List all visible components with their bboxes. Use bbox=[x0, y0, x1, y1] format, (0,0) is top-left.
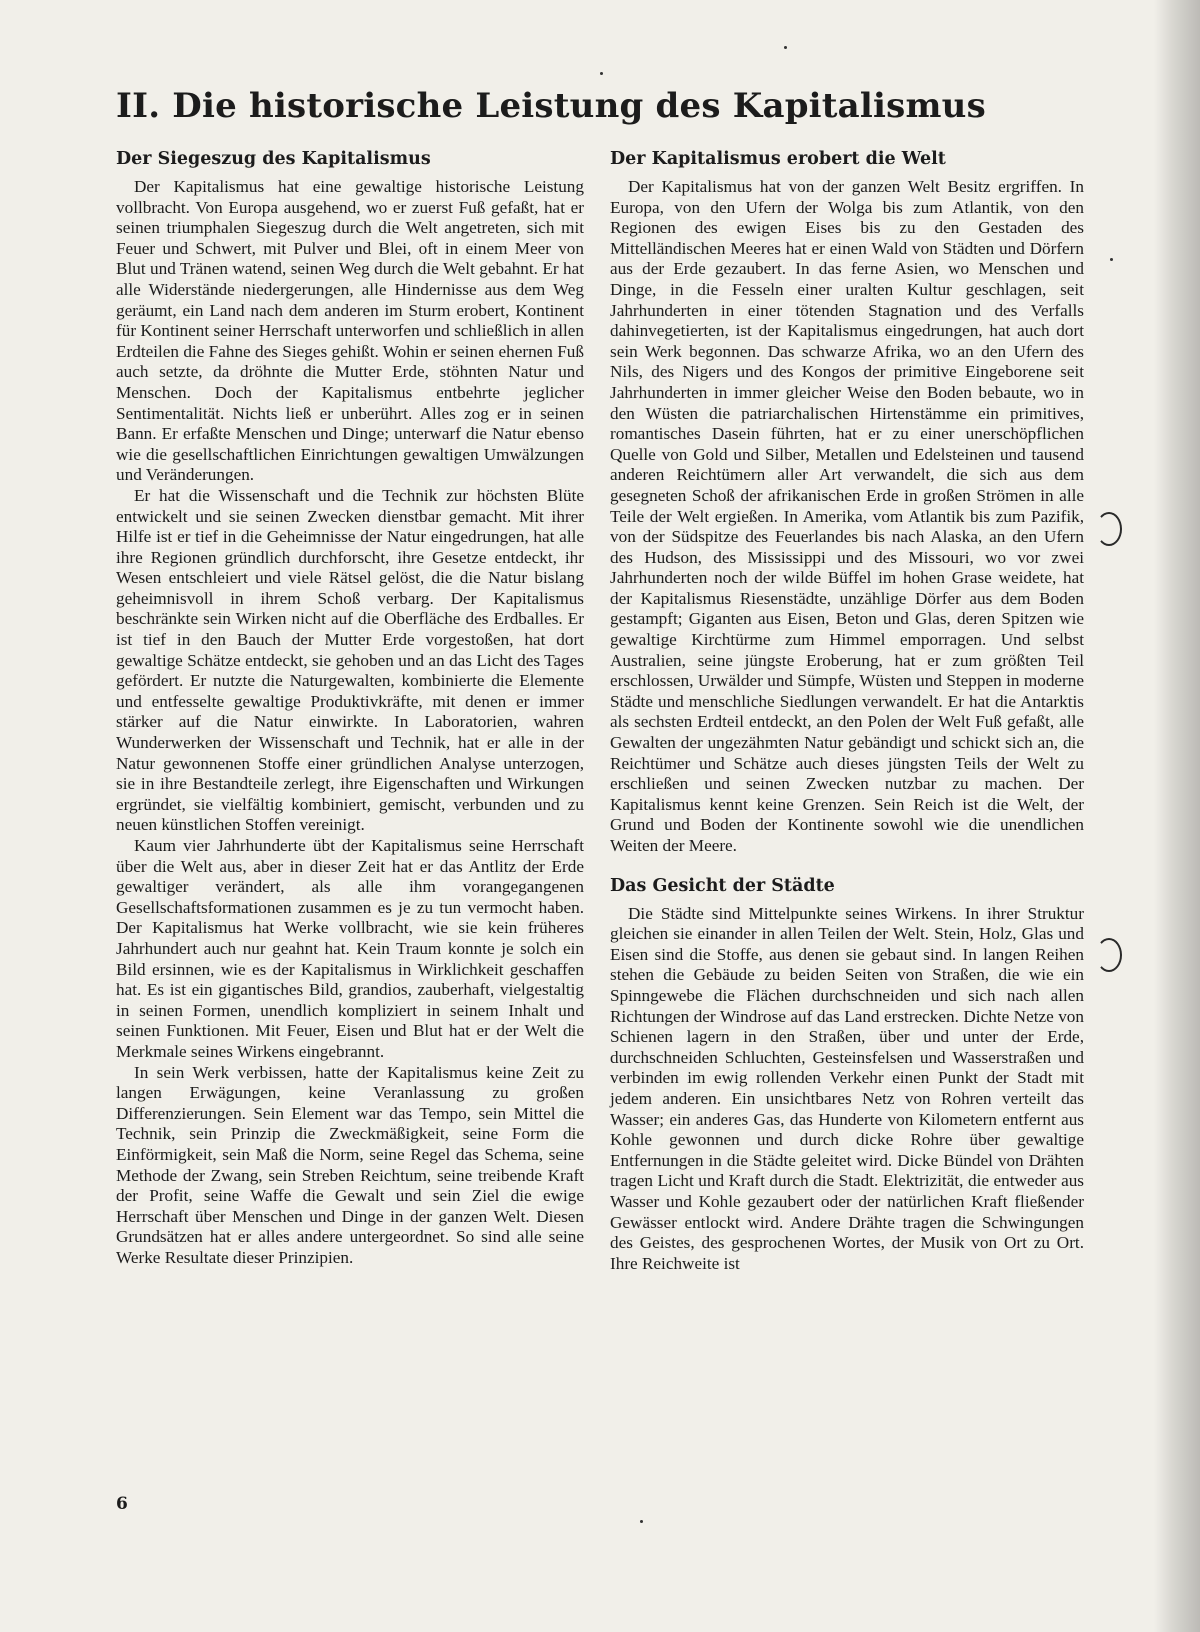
right-column bbox=[610, 148, 1084, 1274]
binder-hole-mark-icon bbox=[1096, 512, 1122, 546]
scan-speck-icon bbox=[640, 1520, 643, 1523]
paragraph: Er hat die Wissenschaft und die Technik zur höchsten Blüte entwickelt und sie seinen Zwecken dienstbar gemacht. Mit ihrer Hilfe ist er tief in die Geheimnisse der Natur eingedrungen, hat alle ihre Regionen gründlich durchforscht, ihre Gesetze entdeckt, ihr Wesen entschleiert und viele Rätsel gelöst, die die Natur bislang geheimnisvoll in ihrem Schoß verbarg. Der Kapitalismus beschränkte sein Wirken nicht auf die Oberfläche des Erdballes. Er ist tief in den Bauch der Mutter Erde vorgestoßen, hat dort gewaltige Schätze entdeckt, sie gehoben und an das Licht des Tages gefördert. Er nutzte die Naturgewalten, kombinierte die Elemente und entfesselte gewaltige Produktivkräfte, mit denen er immer stärker auf die Natur einwirkte. In Laboratorien, wahren Wunderwerken der Wissenschaft und Technik, hat er alle in der Natur gewonnenen Stoffe einer gründlichen Analyse unterzogen, sie in ihre Bestandteile zerlegt, ihre Eigenschaften und Wirkungen ergründet, sie vielfältig kombiniert, gemischt, verbunden und zu neuen künstlichen Stoffen vereinigt. bbox=[116, 485, 584, 835]
scan-speck-icon bbox=[1110, 258, 1113, 261]
paragraph: In sein Werk verbissen, hatte der Kapitalismus keine Zeit zu langen Erwägungen, keine Veranlassung zu großen Differenzierungen. Sein Element war das Tempo, sein Mittel die Technik, sein Prinzip die Zweckmäßigkeit, seine Form die Einförmigkeit, sein Maß die Norm, seine Regel das Schema, seine Methode der Zwang, sein Streben Reichtum, seine treibende Kraft der Profit, seine Waffe die Gewalt und sein Ziel die ewige Herrschaft über Menschen und Dinge in der ganzen Welt. Diesen Grundsätzen hat er alles andere untergeordnet. So sind alle seine Werke Resultate dieser Prinzipien. bbox=[116, 1062, 584, 1267]
paragraph: Der Kapitalismus hat von der ganzen Welt Besitz ergriffen. In Europa, von den Ufern der Wolga bis zum Atlantik, von den Regionen des ewigen Eises bis zu den Gestaden des Mittelländischen Meeres hat er einen Wald von Städten und Dörfern aus der Erde gezaubert. In das ferne Asien, wo Menschen und Dinge, in die Fesseln einer uralten Kultur geschlagen, seit Jahrhunderten in einer tötenden Stagnation und des Verfalls dahinvegetierten, ist der Kapitalismus eingedrungen, hat auch dort sein Werk begonnen. Das schwarze Afrika, wo an den Ufern des Nils, des Nigers und des Kongos der primitive Eingeborene seit Jahrhunderten in immer gleicher Weise den Boden bebaute, wo in den Wüsten die patriarchalischen Hirtenstämme ein primitives, romantisches Dasein führten, hat er zu einer unerschöpflichen Quelle von Gold und Silber, Metallen und Edelsteinen und tausend anderen Reichtümern aller Art verwandelt, die sich aus dem gesegneten Schoß der afrikanischen Erde in großen Strömen in alle Teile der Welt ergießen. In Amerika, vom Atlantik bis zum Pazifik, von der Südspitze des Feuerlandes bis nach Alaska, an den Ufern des Hudson, des Mississippi und des Missouri, wo vor zwei Jahrhunderten noch der wilde Büffel im hohen Grase weidete, hat der Kapitalismus Riesenstädte, unzählige Dörfer aus dem Boden gestampft; Giganten aus Eisen, Beton und Glas, deren Spitzen wie gewaltige Kirchtürme zum Himmel emporragen. Und selbst Australien, seine jüngste Eroberung, hat er zum größten Teil erschlossen, Urwälder und Sümpfe, Wüsten und Steppen in moderne Städte und menschliche Siedlungen verwandelt. Er hat die Antarktis als sechsten Erdteil entdeckt, an den Polen der Welt Fuß gefaßt, alle Gewalten der ungezähmten Natur gebändigt und schickt sich an, die Reichtümer und Schätze auch dieses jüngsten Teils der Welt zu erschließen und seinen Zwecken nutzbar zu machen. Der Kapitalismus kennt keine Grenzen. Sein Reich ist die Welt, der Grund und Boden der Kontinente sowohl wie die unendlichen Weiten der Meere. bbox=[610, 177, 1084, 855]
paragraph: Der Kapitalismus hat eine gewaltige historische Leistung vollbracht. Von Europa ausgehend, wo er zuerst Fuß gefaßt, hat er seinen triumphalen Siegeszug durch die Welt angetreten, sich mit Feuer und Schwert, mit Pulver und Blei, oft in einem Meer von Blut und Tränen watend, seinen Weg durch die Welt gebahnt. Er hat alle Widerstände niedergerungen, alle Hindernisse aus dem Weg geräumt, ein Land nach dem anderen im Sturm erobert, Kontinent für Kontinent seiner Herrschaft unterworfen und schließlich in allen Erdteilen die Fahne des Sieges gehißt. Wohin er seinen ehernen Fuß auch setzte, da dröhnte die Mutter Erde, stöhnten Natur und Menschen. Doch der Kapitalismus entbehrte jeglicher Sentimentalität. Nichts ließ er unberührt. Alles zog er in seinen Bann. Er erfaßte Menschen und Dinge; unterwarf die Natur ebenso wie die gesellschaftlichen Einrichtungen gewaltigen Umwälzungen und Veränderungen. bbox=[116, 177, 584, 485]
page-number: 6 bbox=[116, 1494, 128, 1514]
binder-hole-mark-icon bbox=[1096, 938, 1122, 972]
section-heading-gesicht-der-staedte: Das Gesicht der Städte bbox=[610, 875, 835, 896]
paragraph: Kaum vier Jahrhunderte übt der Kapitalismus seine Herrschaft über die Welt aus, aber in dieser Zeit hat er das Antlitz der Erde gewaltiger verändert, als alle ihm vorangegangenen Gesellschaftsformationen zusammen es je zu tun vermocht haben. Der Kapitalismus hat Werke vollbracht, wie sie kein früheres Jahrhundert auch nur geahnt hat. Kein Traum konnte je solch ein Bild ersinnen, wie es der Kapitalismus in Wirklichkeit geschaffen hat. Es ist ein gigantisches Bild, grandios, zauberhaft, vielgestaltig in seinen Formen, unendlich kompliziert in seinem Inhalt und seinen Funktionen. Mit Feuer, Eisen und Blut hat er der Welt die Merkmale seines Wirkens eingebrannt. bbox=[116, 836, 584, 1061]
section-heading-siegeszug: Der Siegeszug des Kapitalismus bbox=[116, 149, 431, 169]
section-heading-erobert-die-welt: Der Kapitalismus erobert die Welt bbox=[610, 149, 946, 169]
chapter-title: II. Die historische Leistung des Kapitalismus bbox=[116, 86, 986, 126]
scan-speck-icon bbox=[784, 46, 787, 49]
scan-speck-icon bbox=[600, 72, 603, 75]
paragraph: Die Städte sind Mittelpunkte seines Wirkens. In ihrer Struktur gleichen sie einander in allen Teilen der Welt. Stein, Holz, Glas und Eisen sind die Stoffe, aus denen sie gebaut sind. In langen Reihen stehen die Gebäude zu beiden Seiten von Straßen, die wie ein Spinngewebe die Flächen durchschneiden und sich nach allen Richtungen der Windrose auf das Land erstrecken. Dichte Netze von Schienen lagern in den Straßen, über und unter der Erde, durchschneiden Schluchten, Gesteinsfelsen und Wasserstraßen und verbinden im ewig rollenden Verkehr einen Punkt der Stadt mit jedem anderen. Ein unsichtbares Netz von Rohren verteilt das Wasser; ein anderes Gas, das Hunderte von Kilometern entfernt aus Kohle gewonnen und durch dicke Rohre über gewaltige Entfernungen in die Städte geleitet wird. Dicke Bündel von Drähten tragen Licht und Kraft durch die Stadt. Elektrizität, die entweder aus Wasser und Kohle gezaubert oder der natürlichen Kraft fließender Gewässer entlockt wird. Andere Drähte tragen die Schwingungen des Geistes, des gesprochenen Wortes, der Musik von Ort zu Ort. Ihre Reichweite ist bbox=[610, 903, 1084, 1273]
page-edge-shadow bbox=[1154, 0, 1200, 1632]
left-column bbox=[116, 148, 584, 1268]
